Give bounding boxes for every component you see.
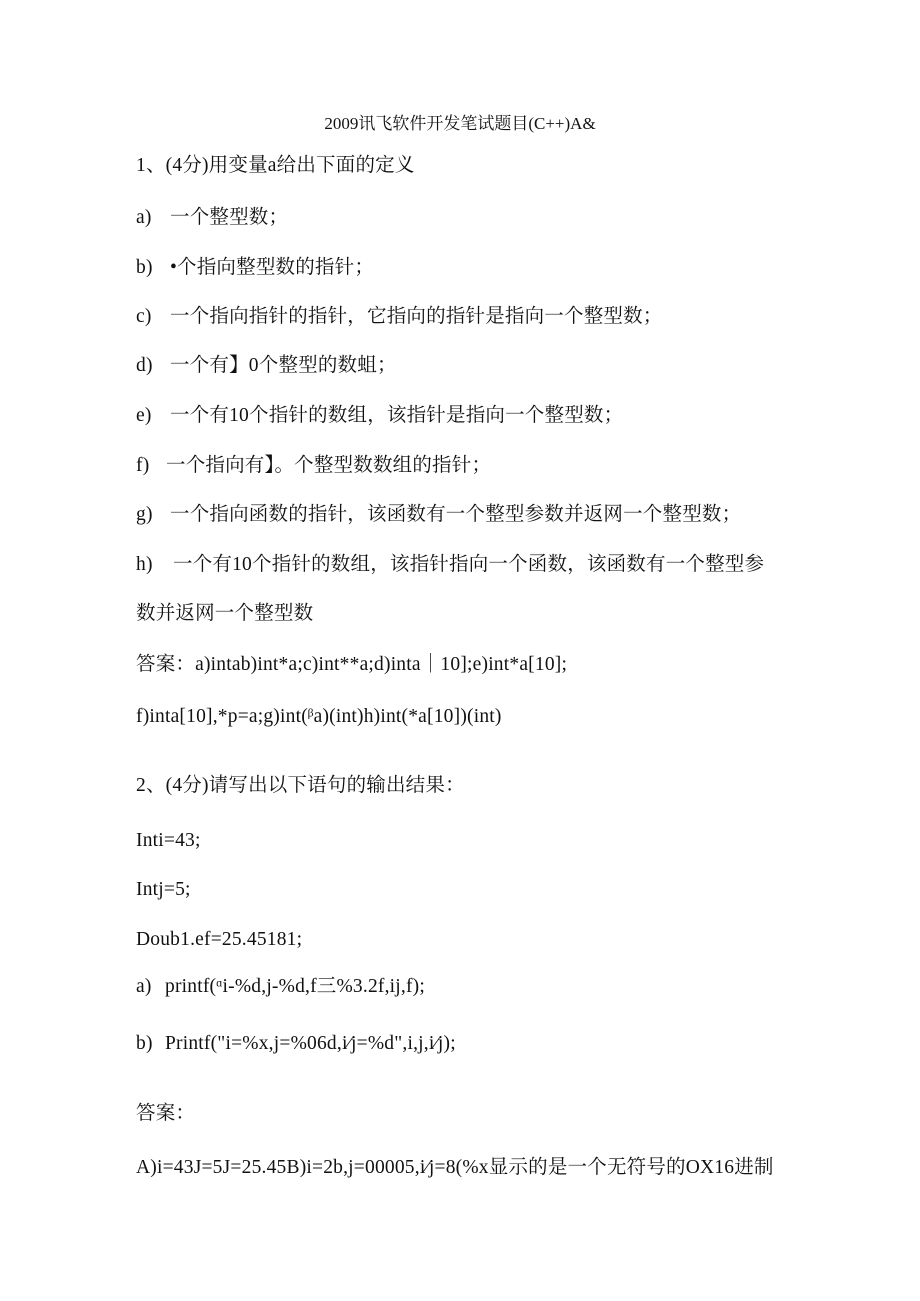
q1-item-h [136,551,764,579]
q1-item-f [136,452,491,480]
q1-item-e-marker: e) [136,405,152,426]
q2-code-line-2: Intj=5; [136,879,191,900]
q1-item-b-marker: b) [136,257,153,278]
q1-item-h-continuation: 数并返网一个整型数 [136,603,314,624]
q2-answer-label: 答案： [136,1103,196,1124]
q1-item-d-text: 一个有】0个整型的数蛆； [170,355,397,376]
q2-answer-text: A)i=43J=5J=25.45B)i=2b,j=00005,i⁄j=8(%x显示的是一个无符号的OX16进制 [136,1157,774,1178]
q2-code-line-3: Doub1.ef=25.45181; [136,929,303,950]
q1-item-g-text: 一个指向函数的指针，该函数有一个整型参数并返网一个整型数； [170,504,742,525]
q1-item-e [136,402,623,430]
q1-answer-line-1: 答案：a)intab)int*a;c)int**a;d)inta｜10];e)int*a[10]; [136,654,568,675]
q1-answer-line-2: f)inta[10],*p=a;g)int(ᵝa)(int)h)int(*a[10])(int) [136,706,502,727]
q1-item-g-marker: g) [136,504,153,525]
document-title: 2009讯飞软件开发笔试题目(C++)A& [324,114,596,133]
q2-item-a-marker: a) [136,976,152,997]
q1-item-a-marker: a) [136,207,152,228]
q1-item-a-text: 一个整型数； [170,207,289,228]
q2-item-b [136,1030,456,1058]
q2-item-b-text: Printf("i=%x,j=%06d,i⁄j=%d",i,j,i⁄j); [165,1033,456,1054]
q2-code-line-1: Inti=43; [136,830,201,851]
q1-item-h-text: 一个有10个指针的数组，该指针指向一个函数，该函数有一个整型参 [173,554,765,575]
q2-item-b-marker: b) [136,1033,153,1054]
q1-item-b-text: •个指向整型数的指针； [170,257,375,278]
q2-item-a-text: printf(ᵅi-%d,j-%d,f三%3.2f,ij,f); [165,976,425,997]
q1-item-f-marker: f) [136,455,150,476]
q1-item-g [136,501,741,529]
q1-item-d [136,352,397,380]
q1-item-c-text: 一个指向指针的指针，它指向的指针是指向一个整型数； [170,306,663,327]
q2-item-a [136,973,425,1001]
q1-item-h-marker: h) [136,554,153,575]
question-1-heading: 1、(4分)用变量a给出下面的定义 [136,155,415,176]
q1-item-c [136,303,663,331]
q1-item-c-marker: c) [136,306,152,327]
q1-item-a [136,204,288,232]
q1-item-f-text: 一个指向有】。个整型数数组的指针； [166,455,492,476]
q1-item-b [136,254,374,282]
q1-item-d-marker: d) [136,355,153,376]
q1-item-e-text: 一个有10个指针的数组，该指针是指向一个整型数； [170,405,624,426]
question-2-heading: 2、(4分)请写出以下语句的输出结果： [136,775,465,796]
